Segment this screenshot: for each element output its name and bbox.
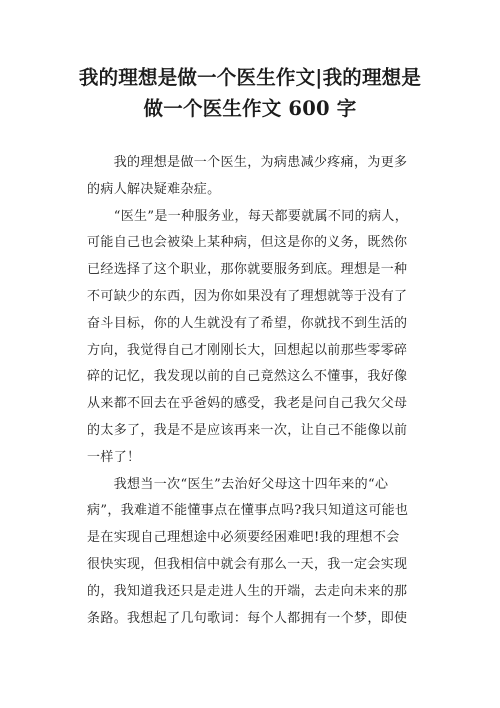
body-line: 条路。我想起了几句歌词：每个人都拥有一个梦，即使 [87, 610, 408, 626]
body-line: 不可缺少的东西，因为你如果没有了理想就等于没有了 [87, 288, 408, 304]
body-line: 的病人解决疑难杂症。 [87, 181, 221, 197]
body-line: 方向，我觉得自己才刚刚长大，回想起以前那些零零碎 [87, 342, 408, 358]
body-line: 很快实现，但我相信中就会有那么一天，我一定会实现 [87, 556, 408, 572]
body-line: 是在实现自己理想途中必须要经困难吧!我的理想不会 [87, 530, 400, 546]
title-line-1: 我的理想是做一个医生作文|我的理想是 [78, 66, 422, 89]
body-line: 奋斗目标，你的人生就没有了希望，你就找不到生活的 [87, 315, 408, 331]
body-line: 可能自己也会被染上某种病，但这是你的义务，既然你 [87, 235, 408, 251]
body-line: 我想当一次“医生”去治好父母这十四年来的“心 [87, 476, 389, 492]
body-line: 从来都不回去在乎爸妈的感受，我老是问自己我欠父母 [87, 396, 408, 412]
body-line: 一样了！ [87, 449, 141, 465]
body-line: 病”，我难道不能懂事点在懂事点吗?我只知道这可能也 [87, 503, 409, 519]
body-line: 的太多了，我是不是应该再来一次，让自己不能像以前 [87, 422, 408, 438]
body-line: 我的理想是做一个医生，为病患减少疼痛，为更多 [87, 155, 408, 170]
document-title [70, 62, 430, 124]
body-line: 碎的记忆，我发现以前的自己竟然这么不懂事，我好像 [87, 369, 408, 385]
body-line: 已经选择了这个职业，那你就要服务到底。理想是一种 [87, 262, 408, 278]
body-line: “医生”是一种服务业，每天都要就属不同的病人， [87, 208, 409, 224]
document-body [87, 150, 417, 632]
body-line: 的，我知道我还只是走进人生的开端，去走向未来的那 [87, 583, 408, 599]
title-line-2: 做一个医生作文 600 字 [143, 97, 357, 120]
